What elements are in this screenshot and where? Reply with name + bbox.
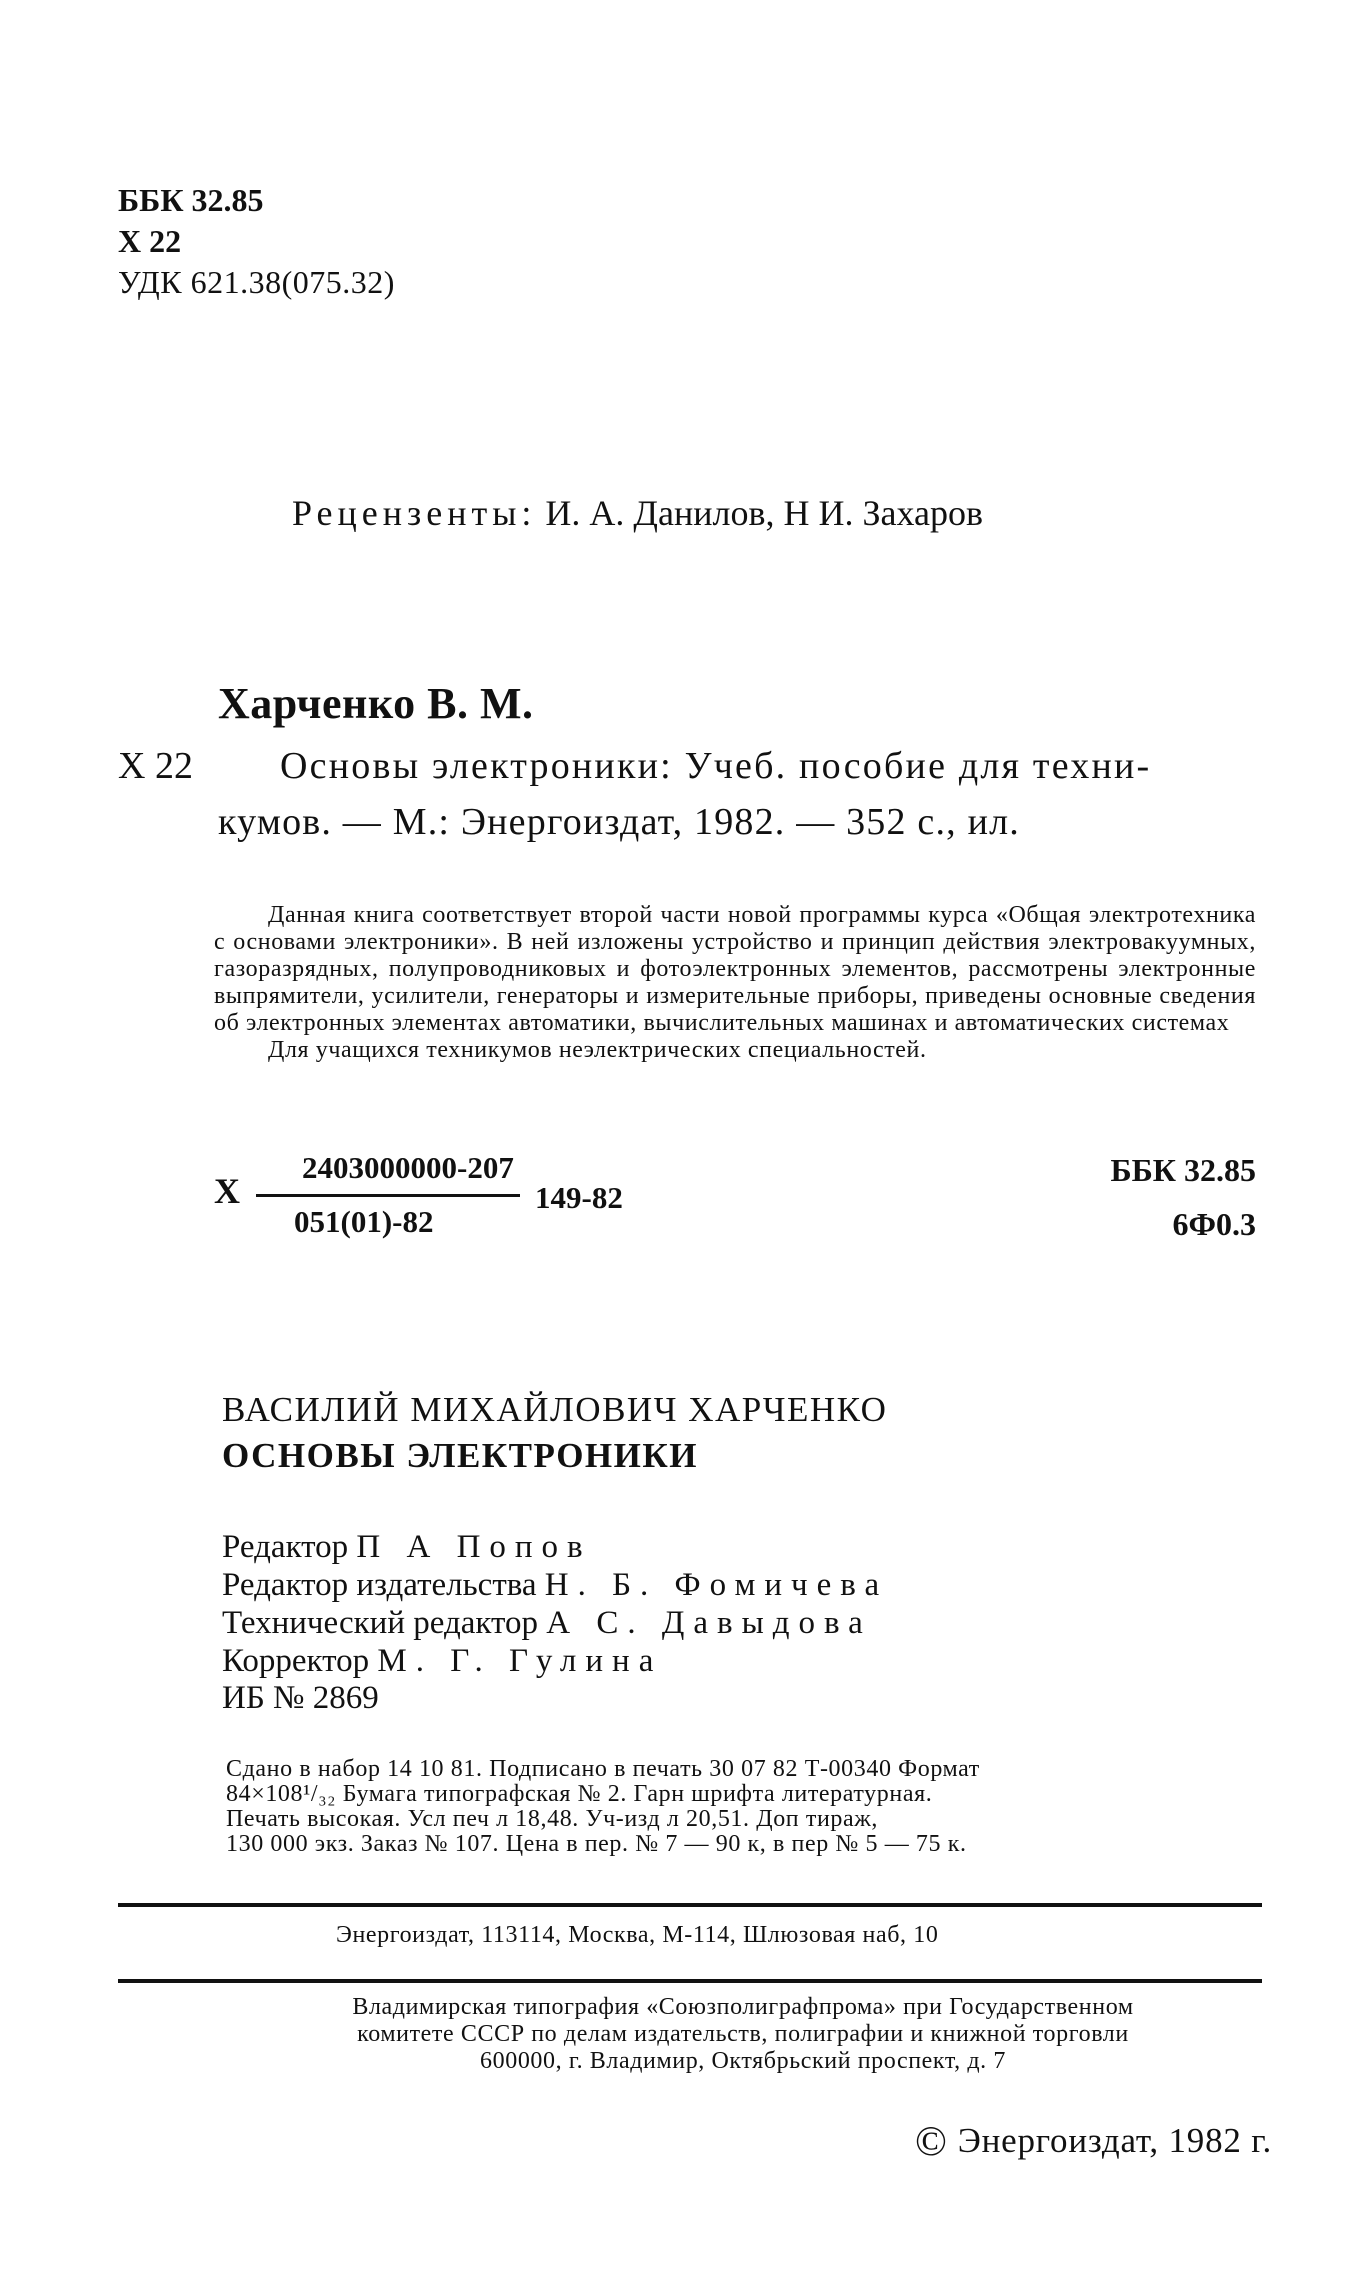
book-title: ОСНОВЫ ЭЛЕКТРОНИКИ [222, 1436, 698, 1475]
bbk-code: ББК 32.85 [118, 182, 264, 218]
formula-middle: 149-82 [535, 1180, 623, 1215]
printer-line: 600000, г. Владимир, Октябрьский проспект, д. 7 [480, 2048, 1006, 2074]
publishing-editor-line [222, 1566, 888, 1604]
editor-line [222, 1528, 888, 1566]
staff-credits [222, 1528, 888, 1680]
corrector-line [222, 1642, 888, 1680]
divider-rule [118, 1979, 1262, 1983]
copyright-icon: © [914, 2119, 948, 2165]
corrector-role: Корректор [222, 1643, 370, 1679]
print-info-line: Печать высокая. Усл печ л 18,48. Уч-изд л 20,51. Доп тираж, [226, 1806, 879, 1832]
formula-bbk: ББК 32.85 [1110, 1152, 1256, 1188]
author-heading: Харченко В. М. [218, 679, 534, 728]
editor-role: Редактор [222, 1529, 349, 1565]
tech-editor-name: А С. Давыдова [546, 1605, 872, 1641]
bibliography-line-1: Основы электроники: Учеб. пособие для техни- [280, 745, 1152, 787]
corrector-name: М. Г. Гулина [377, 1643, 663, 1679]
copyright-text: Энергоиздат, 1982 г. [957, 2121, 1272, 2160]
copyright [915, 2118, 1272, 2166]
publishing-editor-name: Н. Б. Фомичева [544, 1567, 889, 1603]
reviewers [292, 492, 983, 534]
tech-editor-role: Технический редактор [222, 1605, 538, 1641]
bibliography-line-2: кумов. — М.: Энергоиздат, 1982. — 352 с., ил. [218, 801, 1020, 843]
bibliography-code: Х 22 [118, 745, 193, 787]
publishing-editor-role: Редактор издательства [222, 1567, 537, 1603]
udk-code: УДК 621.38(075.32) [118, 264, 395, 300]
print-info [226, 1757, 1260, 1857]
abstract-paragraph: Данная книга соответствует второй части новой программы курса «Общая электротехника с основами электроники». В ней изложены устройство и принцип действия электровакуумных, газоразрядных, полупроводниковых и фотоэлектронных элементов, рассмотрены электронные выпрямители, усилители, генераторы и измерительные приборы, приведены основные сведения об электронных элементах автоматики, вычислительных машинах и автоматических системах [214, 902, 1256, 1036]
formula-denominator: 051(01)-82 [294, 1204, 434, 1239]
print-info-line: 130 000 экз. Заказ № 107. Цена в пер. № 7 — 90 к, в пер № 5 — 75 к. [226, 1831, 967, 1857]
abstract-audience: Для учащихся техникумов неэлектрических специальностей. [268, 1037, 927, 1063]
print-info-line: Сдано в набор 14 10 81. Подписано в печать 30 07 82 Т-00340 Формат [226, 1756, 980, 1782]
ib-number: ИБ № 2869 [222, 1680, 379, 1716]
abstract [214, 902, 1256, 1064]
divider-rule [118, 1903, 1262, 1907]
printer-info [226, 1994, 1260, 2075]
printer-line: Владимирская типография «Союзполиграфпрома» при Государственном [352, 1994, 1134, 2020]
author-full-name: ВАСИЛИЙ МИХАЙЛОВИЧ ХАРЧЕНКО [222, 1390, 888, 1429]
formula-code: 6Ф0.3 [1172, 1206, 1256, 1242]
print-info-line: 84×108¹/₃₂ Бумага типографская № 2. Гарн шрифта литературная. [226, 1781, 933, 1807]
formula-fraction-line [256, 1194, 520, 1197]
author-mark: Х 22 [118, 223, 182, 259]
reviewers-label: Рецензенты: [292, 493, 537, 533]
tech-editor-line [222, 1604, 888, 1642]
classification-codes [118, 180, 395, 303]
formula-numerator: 2403000000-207 [302, 1150, 514, 1185]
reviewers-names: И. А. Данилов, Н И. Захаров [545, 493, 983, 533]
printer-line: комитете СССР по делам издательств, полиграфии и книжной торговли [357, 2021, 1129, 2047]
editor-name: П А Попов [356, 1529, 592, 1565]
publisher-address: Энергоиздат, 113114, Москва, М-114, Шлюзовая наб, 10 [336, 1922, 939, 1948]
formula-prefix: Х [214, 1171, 240, 1211]
